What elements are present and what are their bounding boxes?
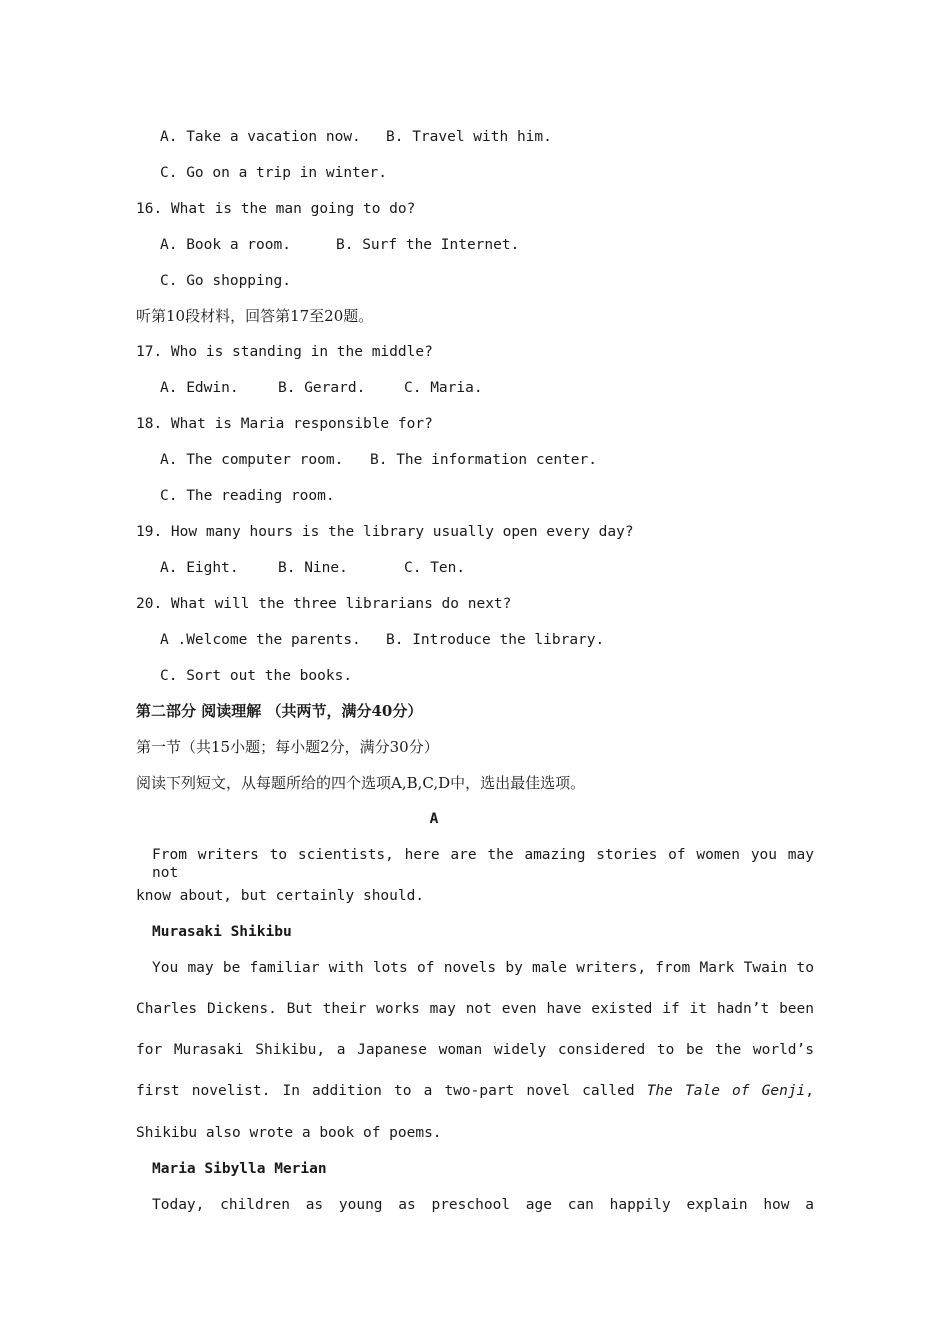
merian-line-1: Today, children as young as preschool age can happily explain how a [152, 1197, 814, 1213]
passage-intro-line-2: know about, but certainly should. [136, 888, 425, 904]
novel-title: The Tale of Genji [646, 1083, 806, 1099]
q17-option-a: A. Edwin. [160, 380, 239, 396]
section10-instruction: 听第10段材料，回答第17至20题。 [136, 307, 374, 325]
q19-question: 19. How many hours is the library usually open every day? [136, 524, 634, 540]
q18-option-b: B. The information center. [370, 452, 597, 468]
q20-option-a: A .Welcome the parents. [160, 632, 361, 648]
shikibu-line-4-punct: , [805, 1083, 815, 1099]
shikibu-line-4-text: first novelist. In addition to a two-part novel called [136, 1083, 647, 1099]
section1-heading: 第一节（共15小题；每小题2分，满分30分） [136, 738, 439, 756]
q15-option-a: A. Take a vacation now. [160, 129, 361, 145]
passage-intro-line-1: From writers to scientists, here are the amazing stories of women you may not [152, 847, 814, 881]
shikibu-line-1: You may be familiar with lots of novels by male writers, from Mark Twain to [152, 960, 814, 976]
q17-option-c: C. Maria. [404, 380, 483, 396]
q15-option-b: B. Travel with him. [386, 129, 552, 145]
q17-question: 17. Who is standing in the middle? [136, 344, 433, 360]
q18-option-c: C. The reading room. [160, 488, 335, 504]
q15-option-c: C. Go on a trip in winter. [160, 165, 387, 181]
reading-instruction: 阅读下列短文，从每题所给的四个选项A,B,C,D中，选出最佳选项。 [136, 774, 586, 792]
shikibu-line-4 [136, 1082, 814, 1100]
merian-heading: Maria Sibylla Merian [152, 1161, 327, 1177]
q20-option-c: C. Sort out the books. [160, 668, 353, 684]
q20-question: 20. What will the three librarians do next? [136, 596, 512, 612]
shikibu-line-3: for Murasaki Shikibu, a Japanese woman widely considered to be the world’s [136, 1042, 814, 1058]
part2-heading: 第二部分 阅读理解 （共两节，满分40分） [136, 702, 423, 720]
q20-option-b: B. Introduce the library. [386, 632, 605, 648]
shikibu-heading: Murasaki Shikibu [152, 924, 292, 940]
q16-option-b: B. Surf the Internet. [336, 237, 520, 253]
q15-options-row-1 [160, 128, 552, 146]
q19-options-row [160, 559, 465, 577]
q19-option-c: C. Ten. [404, 560, 466, 576]
q18-option-a: A. The computer room. [160, 452, 344, 468]
passage-letter: A [429, 811, 439, 827]
q16-option-c: C. Go shopping. [160, 273, 291, 289]
q16-question: 16. What is the man going to do? [136, 201, 416, 217]
q17-option-b: B. Gerard. [278, 380, 366, 396]
shikibu-line-2: Charles Dickens. But their works may not even have existed if it hadn’t been [136, 1001, 814, 1017]
q18-options-row-1 [160, 451, 597, 469]
q16-options-row-1 [160, 236, 519, 254]
q19-option-a: A. Eight. [160, 560, 239, 576]
shikibu-line-5: Shikibu also wrote a book of poems. [136, 1125, 442, 1141]
q19-option-b: B. Nine. [278, 560, 348, 576]
q16-option-a: A. Book a room. [160, 237, 291, 253]
q18-question: 18. What is Maria responsible for? [136, 416, 433, 432]
q17-options-row [160, 379, 483, 397]
q20-options-row-1 [160, 631, 604, 649]
